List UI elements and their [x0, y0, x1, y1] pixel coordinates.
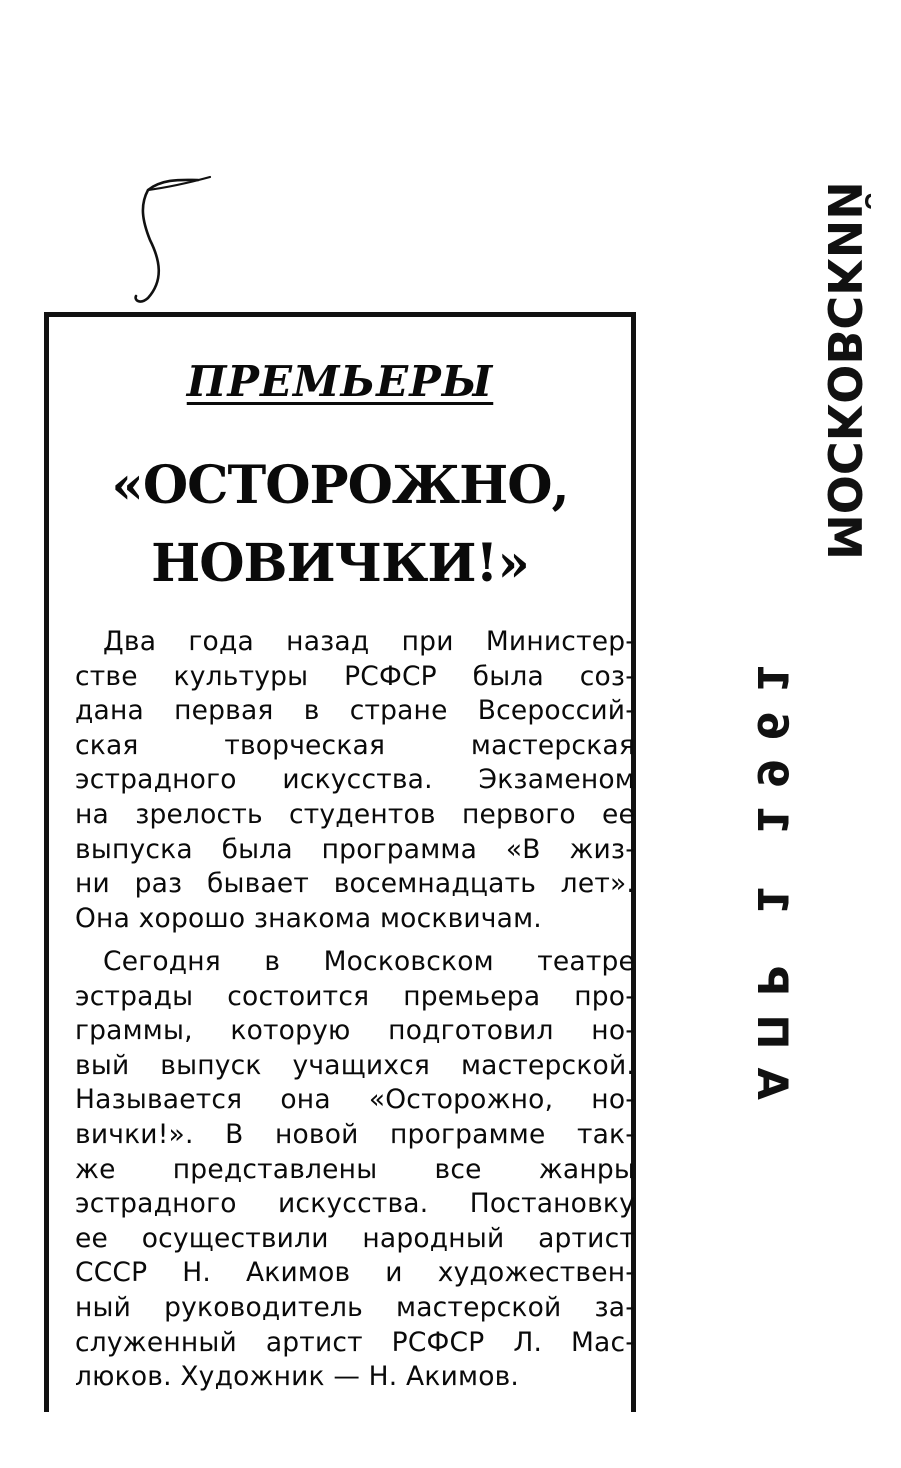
- text-line: эстрады состоится премьера про-: [75, 980, 635, 1012]
- newspaper-clipping: [44, 312, 636, 1412]
- text-line: выпуска была программа «В жиз-: [75, 833, 635, 865]
- side-stamp: [630, 20, 871, 1120]
- handwritten-page-number: [128, 150, 218, 310]
- text-line: ни раз бывает восемнадцать лет».: [75, 868, 635, 900]
- text-line: же представлены все жанры: [75, 1153, 635, 1185]
- article-paragraph-2: [75, 945, 635, 1395]
- text-line: дана первая в стране Всероссий-: [75, 695, 635, 727]
- text-line: эстрадного искусства. Постановку: [75, 1188, 635, 1220]
- text-line: Называется она «Осторожно, но-: [75, 1084, 635, 1116]
- text-line: граммы, которую подготовил но-: [75, 1015, 635, 1047]
- stamp-date: АПР 1 1961: [748, 646, 797, 1100]
- text-line: служенный артист РСФСР Л. Мас-: [75, 1326, 635, 1358]
- text-line: Сегодня в Московском театре: [103, 946, 635, 977]
- stamp-newspaper-name: МОСКОВСКИЙ: [817, 181, 871, 560]
- text-line: ская творческая мастерская: [75, 729, 635, 761]
- article-headline: [49, 447, 631, 603]
- text-line: Два года назад при Министер-: [103, 626, 635, 657]
- text-line: вички!». В новой программе так-: [75, 1118, 635, 1150]
- text-line: на зрелость студентов первого ее: [75, 798, 635, 830]
- text-line: ный руководитель мастерской за-: [75, 1291, 635, 1323]
- text-line: СССР Н. Акимов и художествен-: [75, 1257, 635, 1289]
- headline-line: НОВИЧКИ!»: [151, 533, 529, 594]
- text-line: люков. Художник — Н. Акимов.: [75, 1361, 520, 1393]
- text-line: вый выпуск учащихся мастерской.: [75, 1049, 635, 1081]
- text-line: стве культуры РСФСР была соз-: [75, 660, 635, 692]
- article-paragraph-1: [75, 625, 635, 936]
- text-line: Она хорошо знакома москвичам.: [75, 902, 542, 934]
- text-line: ее осуществили народный артист: [75, 1222, 635, 1254]
- rubric-heading: ПРЕМЬЕРЫ: [186, 357, 494, 406]
- text-line: эстрадного искусства. Экзаменом: [75, 764, 635, 796]
- headline-line: «ОСТОРОЖНО,: [111, 455, 569, 516]
